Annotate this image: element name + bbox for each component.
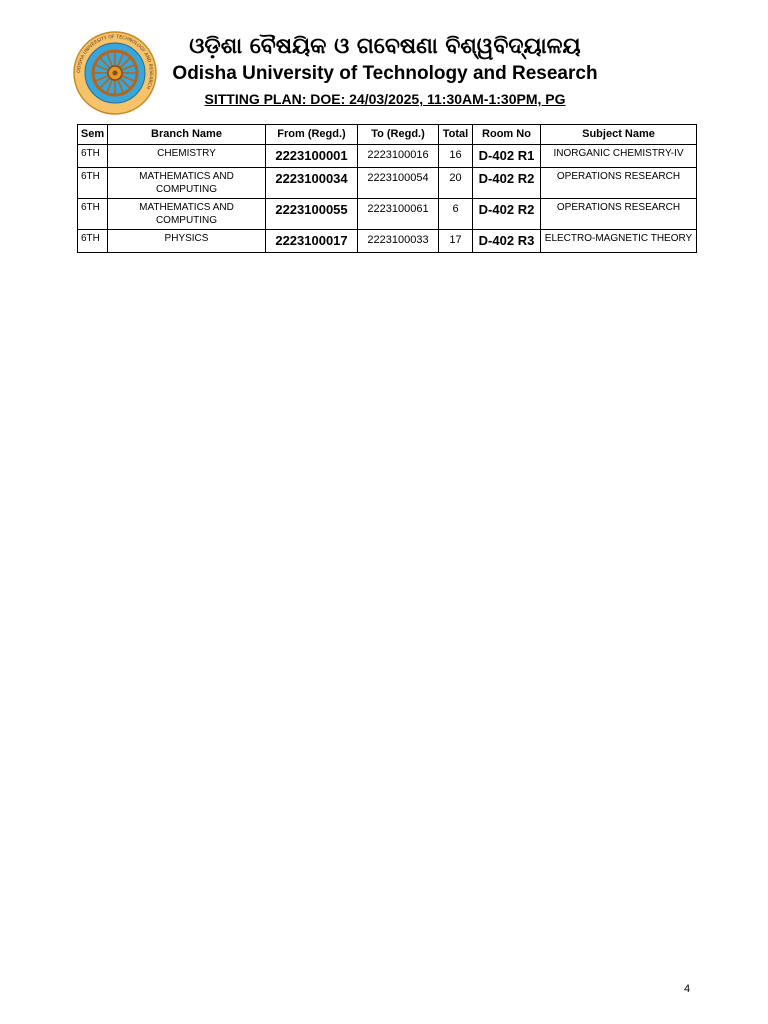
cell-total: 17 <box>439 230 473 253</box>
cell-from: 2223100055 <box>266 199 358 230</box>
cell-sem: 6TH <box>78 199 108 230</box>
cell-branch: MATHEMATICS AND COMPUTING <box>108 168 266 199</box>
cell-from: 2223100001 <box>266 145 358 168</box>
cell-total: 6 <box>439 199 473 230</box>
university-logo <box>72 30 158 116</box>
table-header-row <box>78 125 697 145</box>
table-row <box>78 168 697 199</box>
cell-room: D-402 R1 <box>473 145 541 168</box>
cell-sem: 6TH <box>78 145 108 168</box>
university-name-odia: ଓଡ଼ିଶା ବୈଷୟିକ ଓ ଗବେଷଣା ବିଶ୍ୱବିଦ୍ୟାଳୟ <box>189 34 581 59</box>
column-header-total: Total <box>439 125 473 145</box>
column-header-to: To (Regd.) <box>358 125 439 145</box>
page-number: 4 <box>684 983 691 995</box>
cell-sem: 6TH <box>78 230 108 253</box>
column-header-branch: Branch Name <box>108 125 266 145</box>
table-row <box>78 230 697 253</box>
university-name: Odisha University of Technology and Research <box>172 63 598 84</box>
cell-subject: OPERATIONS RESEARCH <box>541 199 697 230</box>
cell-subject: ELECTRO-MAGNETIC THEORY <box>541 230 697 253</box>
cell-branch: MATHEMATICS AND COMPUTING <box>108 199 266 230</box>
column-header-sem: Sem <box>78 125 108 145</box>
cell-sem: 6TH <box>78 168 108 199</box>
sitting-plan-table <box>77 124 697 253</box>
logo-ring-text: ODISHA UNIVERSITY OF TECHNOLOGY AND RESEARCH <box>76 34 154 90</box>
cell-to: 2223100033 <box>358 230 439 253</box>
cell-room: D-402 R3 <box>473 230 541 253</box>
cell-to: 2223100016 <box>358 145 439 168</box>
sitting-plan-title: SITTING PLAN: DOE: 24/03/2025, 11:30AM-1:30PM, PG <box>204 91 566 107</box>
cell-to: 2223100054 <box>358 168 439 199</box>
cell-branch: PHYSICS <box>108 230 266 253</box>
cell-room: D-402 R2 <box>473 199 541 230</box>
cell-from: 2223100034 <box>266 168 358 199</box>
column-header-room: Room No <box>473 125 541 145</box>
cell-branch: CHEMISTRY <box>108 145 266 168</box>
cell-room: D-402 R2 <box>473 168 541 199</box>
university-seal-icon <box>72 30 158 116</box>
cell-to: 2223100061 <box>358 199 439 230</box>
cell-total: 16 <box>439 145 473 168</box>
cell-from: 2223100017 <box>266 230 358 253</box>
cell-total: 20 <box>439 168 473 199</box>
table-row <box>78 145 697 168</box>
table-row <box>78 199 697 230</box>
column-header-subject: Subject Name <box>541 125 697 145</box>
column-header-from: From (Regd.) <box>266 125 358 145</box>
cell-subject: INORGANIC CHEMISTRY-IV <box>541 145 697 168</box>
cell-subject: OPERATIONS RESEARCH <box>541 168 697 199</box>
